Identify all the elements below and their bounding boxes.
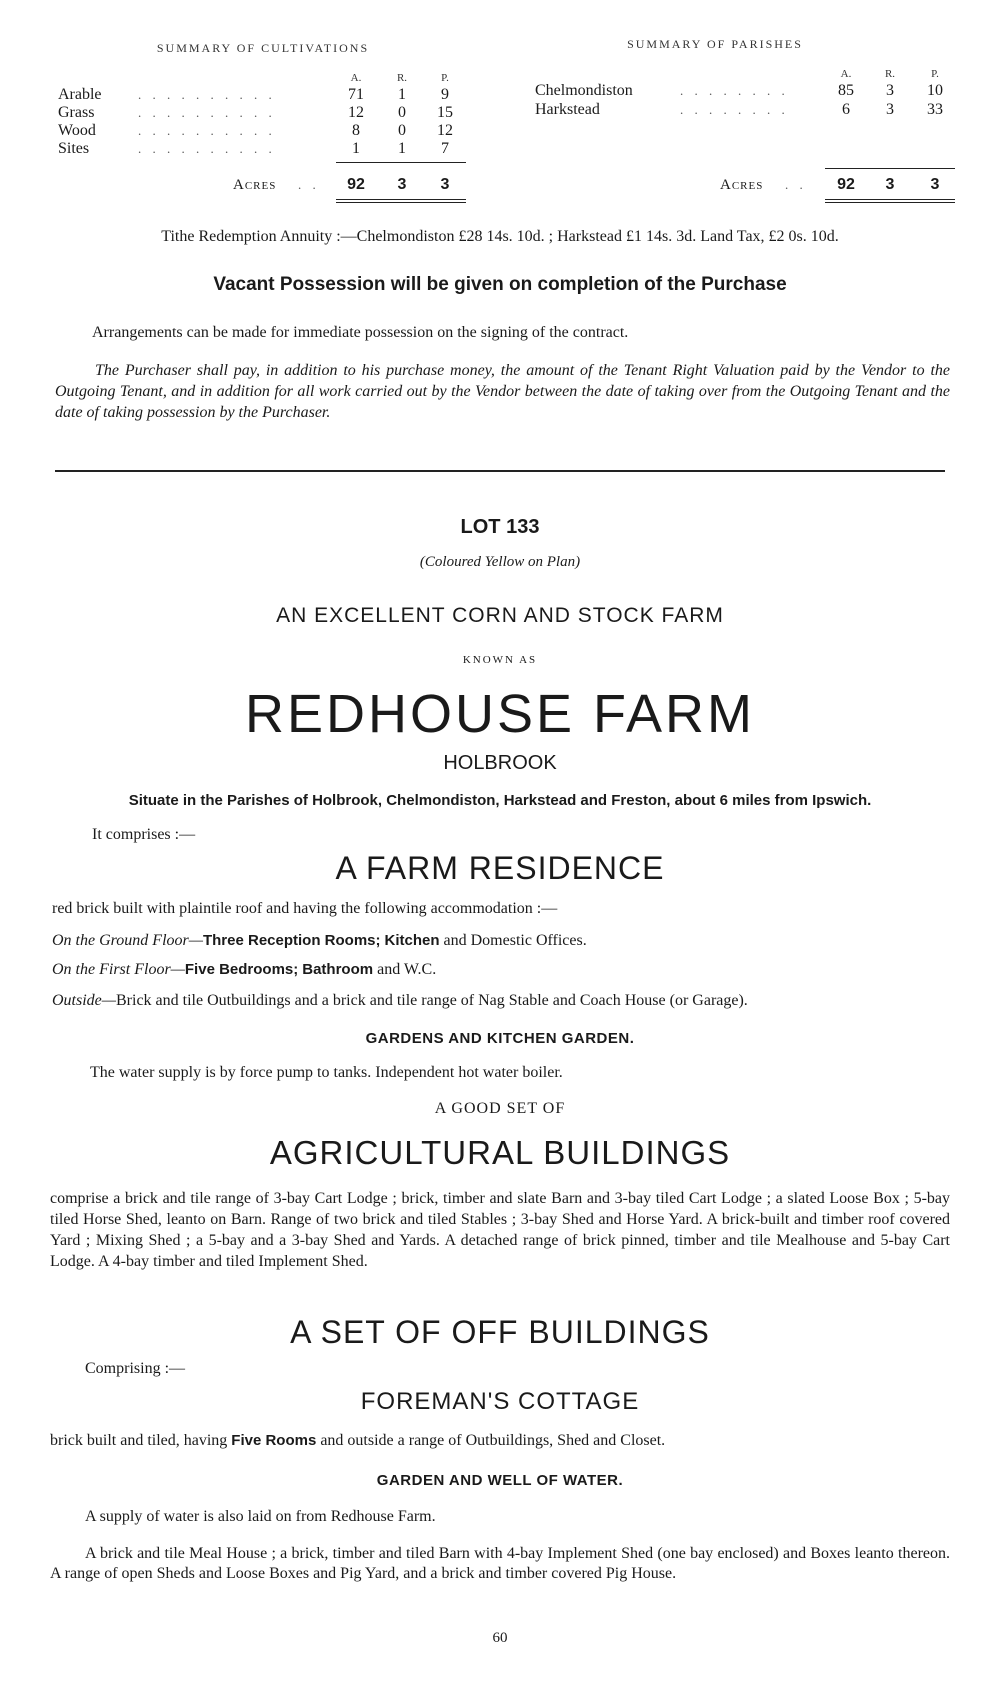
row-label: Chelmondiston	[535, 82, 633, 99]
roods-value: 1	[398, 140, 406, 157]
leader-dots: . . . . . . . . . .	[138, 87, 276, 102]
total-perches: 3	[930, 176, 940, 193]
parishes-title: SUMMARY OF PARISHES	[627, 37, 803, 51]
perches-value: 12	[437, 122, 453, 139]
total-row	[58, 176, 468, 194]
page-number: 60	[492, 1630, 508, 1646]
excellent-farm-heading: AN EXCELLENT CORN AND STOCK FARM	[276, 604, 724, 627]
total-rule-bottom	[336, 199, 466, 203]
leader-dots: . . . . . . . .	[680, 83, 789, 98]
cottage-pre: brick built and tiled, having	[50, 1432, 232, 1449]
total-label: Acres	[233, 177, 277, 193]
total-rule-top	[336, 162, 466, 163]
outside-prefix: Outside—	[52, 992, 116, 1009]
farm-residence-heading: A FARM RESIDENCE	[335, 850, 665, 886]
section-divider	[55, 470, 945, 472]
farm-place: HOLBROOK	[443, 752, 557, 774]
row-label: Wood	[58, 122, 96, 139]
gardens-heading: GARDENS AND KITCHEN GARDEN.	[365, 1030, 635, 1047]
garden-well-heading: GARDEN AND WELL OF WATER.	[376, 1472, 624, 1489]
row-label: Arable	[58, 86, 102, 103]
acres-value: 12	[348, 104, 364, 121]
ground-floor-line	[52, 932, 587, 950]
lot-number: LOT 133	[460, 516, 540, 538]
table-row	[58, 140, 468, 158]
acres-value: 6	[842, 101, 850, 118]
leader-dots: . . . . . . . .	[680, 102, 789, 117]
acres-value: 85	[838, 82, 854, 99]
water-supply-text: The water supply is by force pump to tanks. Independent hot water boiler.	[90, 1064, 563, 1081]
tithe-line: Tithe Redemption Annuity :—Chelmondiston £28 14s. 10d. ; Harkstead £1 14s. 3d. Land Tax, £2 0s. 10d.	[161, 228, 839, 245]
comprising-label: Comprising :—	[85, 1360, 186, 1377]
perches-value: 7	[441, 140, 449, 157]
cottage-rooms: Five Rooms	[231, 1432, 317, 1449]
total-roods: 3	[885, 176, 895, 193]
roods-value: 1	[398, 86, 406, 103]
purchaser-note: The Purchaser shall pay, in addition to his purchase money, the amount of the Tenant Right Valuation paid by the Vendor to the Outgoing Tenant, and in addition for all work carried out by the Vendor between the date of taking over from the Outgoing Tenant and the date of taking possession by the Purchaser.	[55, 362, 950, 421]
lot-coloured-note: (Coloured Yellow on Plan)	[419, 554, 581, 570]
roods-value: 3	[886, 82, 894, 99]
farm-name-title: REDHOUSE FARM	[244, 684, 756, 744]
arrangements-text: Arrangements can be made for immediate possession on the signing of the contract.	[92, 324, 629, 341]
col-header-a: A.	[350, 72, 362, 84]
roods-value: 0	[398, 104, 406, 121]
good-set-label: A GOOD SET OF	[434, 1100, 566, 1117]
first-floor-bathroom: Bathroom	[302, 961, 374, 978]
roods-value: 0	[398, 122, 406, 139]
leader-dots: . . . . . . . . . .	[138, 141, 276, 156]
row-label: Harkstead	[535, 101, 600, 118]
col-header-p: P.	[931, 68, 939, 80]
perches-value: 9	[441, 86, 449, 103]
ground-floor-rest: and Domestic Offices.	[439, 932, 587, 949]
first-floor-rest: and W.C.	[373, 961, 437, 978]
situate-line: Situate in the Parishes of Holbrook, Chelmondiston, Harkstead and Freston, about 6 miles from Ipswich.	[128, 792, 872, 809]
table-row	[535, 82, 955, 100]
total-rule-top	[825, 168, 955, 169]
first-floor-line	[52, 961, 436, 979]
outside-rest: Brick and tile Outbuildings and a brick and tile range of Nag Stable and Coach House (or Garage).	[116, 992, 748, 1009]
total-acres: 92	[347, 176, 365, 193]
row-label: Grass	[58, 104, 95, 121]
table-row	[58, 122, 468, 140]
total-label: Acres	[720, 177, 764, 193]
ground-floor-prefix: On the Ground Floor—	[52, 932, 203, 949]
leader-dots: . . . . . . . . . .	[138, 105, 276, 120]
foremans-cottage-heading: FOREMAN'S COTTAGE	[360, 1388, 640, 1415]
first-floor-prefix: On the First Floor—	[52, 961, 185, 978]
off-buildings-heading: A SET OF OFF BUILDINGS	[290, 1314, 710, 1350]
ground-floor-rooms: Three Reception Rooms;	[202, 932, 381, 949]
agricultural-buildings-heading: AGRICULTURAL BUILDINGS	[269, 1134, 731, 1171]
vacant-possession-heading: Vacant Possession will be given on completion of the Purchase	[213, 274, 787, 295]
col-header-r: R.	[396, 72, 408, 84]
perches-value: 33	[927, 101, 943, 118]
total-roods: 3	[397, 176, 407, 193]
first-floor-bedrooms: Five Bedrooms;	[184, 961, 299, 978]
acres-value: 1	[352, 140, 360, 157]
table-row	[58, 104, 468, 122]
comprises-label: It comprises :—	[92, 826, 196, 843]
residence-intro: red brick built with plaintile roof and having the following accommodation :—	[52, 900, 558, 917]
leader-dots: . .	[298, 177, 320, 192]
table-row	[58, 86, 468, 104]
cultivations-summary	[58, 36, 468, 206]
cottage-rest: and outside a range of Outbuildings, Shed and Closet.	[316, 1432, 666, 1449]
cultivations-title: SUMMARY OF CULTIVATIONS	[156, 41, 370, 55]
outside-line	[52, 992, 952, 1010]
agricultural-buildings-text: comprise a brick and tile range of 3-bay Cart Lodge ; brick, timber and slate Barn and 3-bay tiled Cart Lodge ; a slated Loose Box ; 5-bay tiled Horse Shed, leanto on Barn. Range of two brick and tiled Stables ; 3-bay Shed and Horse Yard. A brick-built and timber roof covered Yard ; Mixing Shed ; a 5-bay and a 3-bay Shed and Yards. A detached range of brick pinned, timber and tile Mealhouse and 5-bay Cart Lodge. A 4-bay timber and tiled Implement Shed.	[50, 1190, 950, 1270]
parishes-summary	[535, 32, 955, 207]
col-header-r: R.	[884, 68, 896, 80]
total-perches: 3	[440, 176, 450, 193]
roods-value: 3	[886, 101, 894, 118]
water-laid-on-text: A supply of water is also laid on from Redhouse Farm.	[85, 1508, 436, 1525]
perches-value: 15	[437, 104, 453, 121]
col-header-a: A.	[840, 68, 852, 80]
total-acres: 92	[837, 176, 855, 193]
row-label: Sites	[58, 140, 90, 157]
acres-value: 71	[348, 86, 364, 103]
leader-dots: . .	[785, 177, 807, 192]
leader-dots: . . . . . . . . . .	[138, 123, 276, 138]
col-header-p: P.	[441, 72, 449, 84]
known-as-label: KNOWN AS	[462, 654, 538, 666]
total-rule-bottom	[825, 199, 955, 203]
acres-value: 8	[352, 122, 360, 139]
perches-value: 10	[927, 82, 943, 99]
ground-floor-kitchen: Kitchen	[384, 932, 440, 949]
total-row	[535, 176, 955, 194]
meal-house-text: A brick and tile Meal House ; a brick, timber and tiled Barn with 4-bay Implement Shed (one bay enclosed) and Boxes leanto thereon. A range of open Sheds and Loose Boxes and Pig Yard, and a brick and timber covered Pig House.	[50, 1545, 950, 1582]
table-row	[535, 101, 955, 119]
cottage-description	[50, 1432, 950, 1450]
